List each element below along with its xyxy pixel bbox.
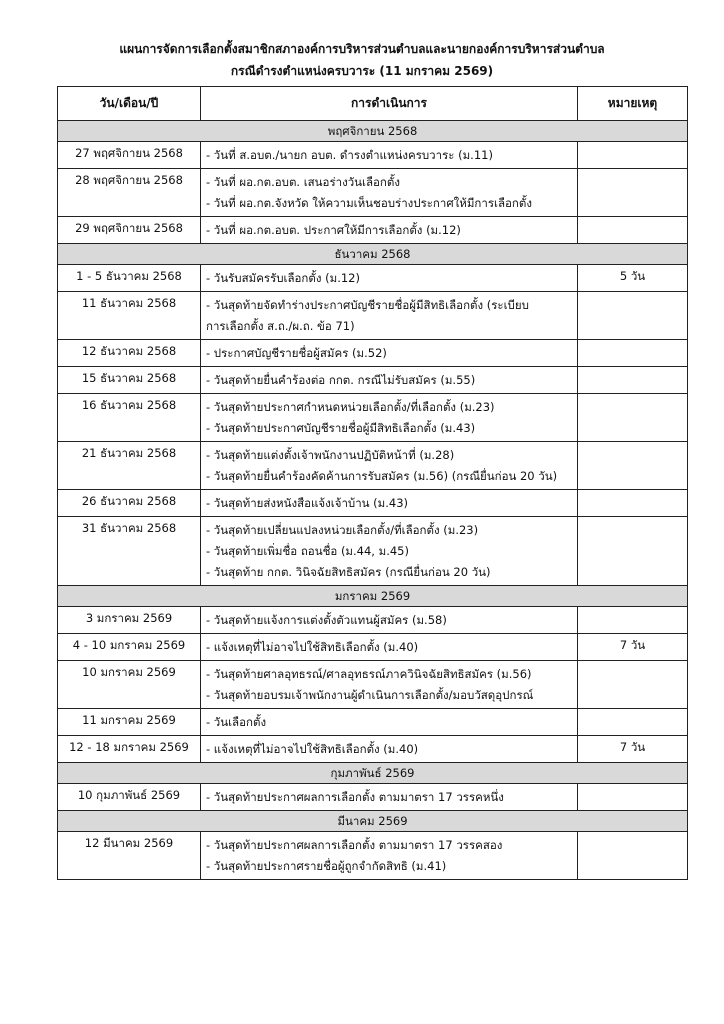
- document-subtitle: กรณีดำรงตำแหน่งครบวาระ (11 มกราคม 2569): [230, 64, 494, 78]
- row-action: [201, 169, 578, 217]
- row-action: [201, 340, 578, 367]
- header-note: หมายเหตุ: [578, 87, 688, 121]
- table-row: [58, 142, 688, 169]
- action-line: - วันสุดท้าย กกต. วินิจฉัยสิทธิสมัคร (กรณียื่นก่อน 20 วัน): [206, 565, 491, 579]
- row-action: [201, 661, 578, 709]
- action-line: - วันสุดท้ายประกาศรายชื่อผู้ถูกจำกัดสิทธิ (ม.41): [206, 859, 447, 873]
- table-row: [58, 217, 688, 244]
- action-line: - วันสุดท้ายแจ้งการแต่งตั้งตัวแทนผู้สมัคร (ม.58): [206, 613, 447, 627]
- action-line: - วันที่ ส.อบต./นายก อบต. ดำรงตำแหน่งครบวาระ (ม.11): [206, 148, 493, 162]
- row-action: [201, 292, 578, 340]
- row-date: 15 ธันวาคม 2568: [58, 367, 201, 394]
- action-line: - วันสุดท้ายเปลี่ยนแปลงหน่วยเลือกตั้ง/ที่เลือกตั้ง (ม.23): [206, 523, 479, 537]
- row-date: 29 พฤศจิกายน 2568: [58, 217, 201, 244]
- action-line: - แจ้งเหตุที่ไม่อาจไปใช้สิทธิเลือกตั้ง (ม.40): [206, 742, 419, 756]
- schedule-table: [57, 86, 688, 880]
- document-title: แผนการจัดการเลือกตั้งสมาชิกสภาองค์การบริหารส่วนตำบลและนายกองค์การบริหารส่วนตำบล: [119, 42, 605, 56]
- row-date: 12 ธันวาคม 2568: [58, 340, 201, 367]
- action-line: - วันสุดท้ายจัดทำร่างประกาศบัญชีรายชื่อผู้มีสิทธิเลือกตั้ง (ระเบียบ: [206, 298, 529, 312]
- month-row: [58, 121, 688, 142]
- action-line: - วันสุดท้ายประกาศบัญชีรายชื่อผู้มีสิทธิเลือกตั้ง (ม.43): [206, 421, 476, 435]
- row-action: [201, 832, 578, 880]
- row-action: [201, 265, 578, 292]
- table-row: [58, 265, 688, 292]
- row-note: 7 วัน: [578, 736, 688, 763]
- row-note: 7 วัน: [578, 634, 688, 661]
- row-date: 10 กุมภาพันธ์ 2569: [58, 784, 201, 811]
- row-date: 12 - 18 มกราคม 2569: [58, 736, 201, 763]
- table-row: [58, 340, 688, 367]
- action-line: - ประกาศบัญชีรายชื่อผู้สมัคร (ม.52): [206, 346, 387, 360]
- row-action: [201, 490, 578, 517]
- header-row: [58, 87, 688, 121]
- row-action: [201, 784, 578, 811]
- table-row: [58, 490, 688, 517]
- action-line: - วันสุดท้ายแต่งตั้งเจ้าพนักงานปฏิบัติหน้าที่ (ม.28): [206, 448, 455, 462]
- table-row: [58, 367, 688, 394]
- row-note: [578, 340, 688, 367]
- month-row: [58, 586, 688, 607]
- action-line: - วันที่ ผอ.กต.จังหวัด ให้ความเห็นชอบร่างประกาศให้มีการเลือกตั้ง: [206, 196, 532, 210]
- action-line: - วันสุดท้ายศาลอุทธรณ์/ศาลอุทธรณ์ภาควินิจฉัยสิทธิสมัคร (ม.56): [206, 667, 532, 681]
- table-row: [58, 661, 688, 709]
- action-line: - วันสุดท้ายยื่นคำร้องคัดค้านการรับสมัคร (ม.56) (กรณียื่นก่อน 20 วัน): [206, 469, 558, 483]
- month-row: [58, 244, 688, 265]
- row-note: [578, 142, 688, 169]
- action-line: - วันเลือกตั้ง: [206, 715, 267, 729]
- row-note: [578, 292, 688, 340]
- row-date: 26 ธันวาคม 2568: [58, 490, 201, 517]
- action-line: - วันสุดท้ายเพิ่มชื่อ ถอนชื่อ (ม.44, ม.45): [206, 544, 409, 558]
- row-date: 31 ธันวาคม 2568: [58, 517, 201, 586]
- row-date: 27 พฤศจิกายน 2568: [58, 142, 201, 169]
- action-line: - วันรับสมัครรับเลือกตั้ง (ม.12): [206, 271, 360, 285]
- row-note: [578, 367, 688, 394]
- row-date: 11 มกราคม 2569: [58, 709, 201, 736]
- row-note: [578, 832, 688, 880]
- row-date: 28 พฤศจิกายน 2568: [58, 169, 201, 217]
- row-date: 1 - 5 ธันวาคม 2568: [58, 265, 201, 292]
- table-row: [58, 709, 688, 736]
- row-note: [578, 607, 688, 634]
- row-date: 16 ธันวาคม 2568: [58, 394, 201, 442]
- month-label: มกราคม 2569: [58, 586, 688, 607]
- table-row: [58, 736, 688, 763]
- month-label: ธันวาคม 2568: [58, 244, 688, 265]
- action-line: - วันสุดท้ายส่งหนังสือแจ้งเจ้าบ้าน (ม.43): [206, 496, 409, 510]
- row-action: [201, 394, 578, 442]
- table-row: [58, 517, 688, 586]
- row-note: 5 วัน: [578, 265, 688, 292]
- action-line: - วันสุดท้ายอบรมเจ้าพนักงานผู้ดำเนินการเลือกตั้ง/มอบวัสดุอุปกรณ์: [206, 688, 534, 702]
- action-line: - แจ้งเหตุที่ไม่อาจไปใช้สิทธิเลือกตั้ง (ม.40): [206, 640, 419, 654]
- action-line: - วันสุดท้ายยื่นคำร้องต่อ กกต. กรณีไม่รับสมัคร (ม.55): [206, 373, 476, 387]
- month-label: พฤศจิกายน 2568: [58, 121, 688, 142]
- row-note: [578, 442, 688, 490]
- row-action: [201, 367, 578, 394]
- row-note: [578, 490, 688, 517]
- row-date: 3 มกราคม 2569: [58, 607, 201, 634]
- month-row: [58, 811, 688, 832]
- table-row: [58, 169, 688, 217]
- action-line: - วันที่ ผอ.กต.อบต. เสนอร่างวันเลือกตั้ง: [206, 175, 400, 189]
- row-action: [201, 607, 578, 634]
- month-label: มีนาคม 2569: [58, 811, 688, 832]
- row-note: [578, 517, 688, 586]
- row-date: 10 มกราคม 2569: [58, 661, 201, 709]
- row-date: 11 ธันวาคม 2568: [58, 292, 201, 340]
- table-row: [58, 784, 688, 811]
- table-row: [58, 832, 688, 880]
- row-note: [578, 217, 688, 244]
- row-note: [578, 169, 688, 217]
- table-row: [58, 442, 688, 490]
- row-action: [201, 736, 578, 763]
- action-line: - วันที่ ผอ.กต.อบต. ประกาศให้มีการเลือกตั้ง (ม.12): [206, 223, 461, 237]
- header-date: วัน/เดือน/ปี: [58, 87, 201, 121]
- row-date: 21 ธันวาคม 2568: [58, 442, 201, 490]
- row-note: [578, 784, 688, 811]
- row-action: [201, 709, 578, 736]
- row-action: [201, 517, 578, 586]
- action-line: - วันสุดท้ายประกาศผลการเลือกตั้ง ตามมาตรา 17 วรรคสอง: [206, 838, 503, 852]
- table-row: [58, 394, 688, 442]
- row-action: [201, 634, 578, 661]
- action-line: - วันสุดท้ายประกาศผลการเลือกตั้ง ตามมาตรา 17 วรรคหนึ่ง: [206, 790, 504, 804]
- row-date: 4 - 10 มกราคม 2569: [58, 634, 201, 661]
- table-row: [58, 607, 688, 634]
- row-action: [201, 217, 578, 244]
- action-line: การเลือกตั้ง ส.ถ./ผ.ถ. ข้อ 71): [206, 319, 355, 333]
- month-row: [58, 763, 688, 784]
- row-note: [578, 661, 688, 709]
- table-row: [58, 634, 688, 661]
- row-note: [578, 709, 688, 736]
- schedule-body: [58, 121, 688, 880]
- row-note: [578, 394, 688, 442]
- header-action: การดำเนินการ: [201, 87, 578, 121]
- row-action: [201, 142, 578, 169]
- month-label: กุมภาพันธ์ 2569: [58, 763, 688, 784]
- action-line: - วันสุดท้ายประกาศกำหนดหน่วยเลือกตั้ง/ที่เลือกตั้ง (ม.23): [206, 400, 495, 414]
- row-date: 12 มีนาคม 2569: [58, 832, 201, 880]
- table-row: [58, 292, 688, 340]
- row-action: [201, 442, 578, 490]
